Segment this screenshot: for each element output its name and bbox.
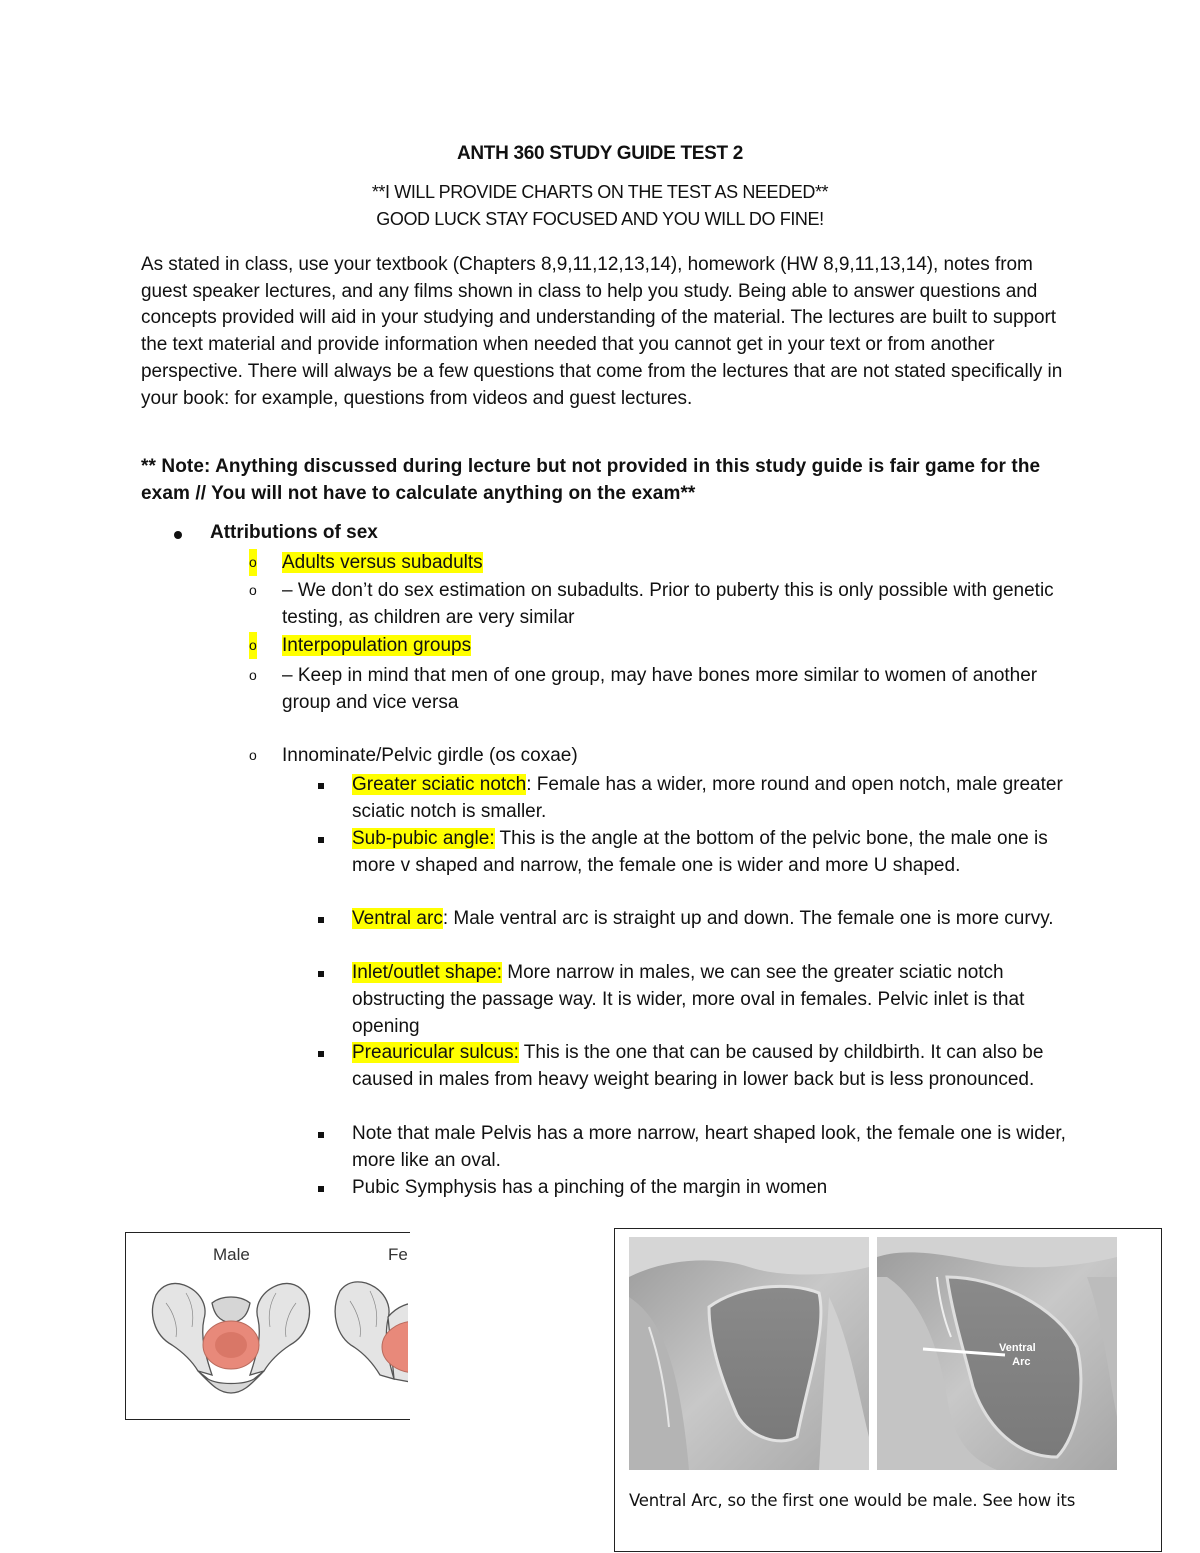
sub-item-male-pelvis-shape [352,1121,1072,1175]
list-item-subadult-note [249,577,1072,631]
bullet-icon [174,531,182,539]
square-bullet-icon [318,1186,324,1192]
pelvis-comparison-figure [125,1232,410,1420]
sub-item-greater-sciatic-notch [352,772,1072,826]
figure-crop-edge [408,1233,410,1419]
list-item-text: – We don’t do sex estimation on subadults. Prior to puberty this is only possible with genetic testing, as children are very similar [282,580,1054,628]
sub-item-text: Pubic Symphysis has a pinching of the margin in women [352,1177,828,1198]
list-item-text: Innominate/Pelvic girdle (os coxae) [282,745,578,766]
sub-item-term: Inlet/outlet shape: [352,962,502,983]
photo-label-line2: Arc [1012,1356,1031,1368]
list-item-text: Interpopulation groups [282,635,472,656]
sub-item-text: Note that male Pelvis has a more narrow, heart shaped look, the female one is wider, more like an oval. [352,1123,1066,1171]
circle-bullet-icon: o [249,747,257,763]
sub-item-text: : Female has a wider, more round and open notch, male greater sciatic notch is smaller. [352,774,1063,822]
square-bullet-icon [318,837,324,843]
intro-paragraph: As stated in class, use your textbook (Chapters 8,9,11,12,13,14), homework (HW 8,9,11,13,14), notes from guest speaker lectures, and any films shown in class to help you study. Being able to answer questions and concepts provided will aid in your studying and understanding of the material. The lectures are built to support the text material and provide information when needed that you cannot get in your text or from another perspective. There will always be a few questions that come from the lectures that are not stated specifically in your book: for example, questions from videos and guest lectures. [141,254,1063,409]
square-bullet-icon [318,917,324,923]
square-bullet-icon [318,1051,324,1057]
male-label: Male [213,1245,250,1264]
ventral-arc-photo-label [999,1341,1036,1369]
list-item-text: Adults versus subadults [282,552,483,573]
circle-bullet-icon: o [249,549,257,576]
list-item-adults-vs-subadults [249,549,1072,576]
subtitle-charts-note: **I WILL PROVIDE CHARTS ON THE TEST AS NEEDED** [371,182,829,202]
sub-item-term: Preauricular sulcus: [352,1042,519,1063]
sub-item-preauricular-sulcus [352,1040,1072,1094]
circle-bullet-icon: o [249,632,257,659]
sub-item-term: Greater sciatic notch [352,774,527,795]
circle-bullet-icon: o [249,667,257,683]
bone-photo-icon [629,1237,869,1470]
list-item-innominate [249,742,1072,769]
sub-item-sub-pubic-angle [352,826,1072,880]
outline-heading [210,522,378,544]
outline-heading-text: Attributions of sex [210,522,378,543]
sub-item-text: This is the one that can be caused by childbirth. It can also be caused in males from heavy weight bearing in lower back but is less pronounced. [352,1042,1044,1090]
square-bullet-icon [318,783,324,789]
subtitle-good-luck: GOOD LUCK STAY FOCUSED AND YOU WILL DO FINE! [376,209,824,229]
sub-item-term: Sub-pubic angle: [352,828,495,849]
sub-item-pubic-symphysis [352,1175,1072,1202]
figure-caption: Ventral Arc, so the first one would be male. See how its [629,1491,1076,1510]
pelvis-illustration-icon [126,1233,410,1419]
sub-item-text: More narrow in males, we can see the greater sciatic notch obstructing the passage way. It is wider, more oval in females. Pelvic inlet is that opening [352,962,1025,1037]
ventral-arc-figure [614,1228,1162,1552]
list-item-interpopulation [249,632,1072,659]
sub-item-text: : Male ventral arc is straight up and down. The female one is more curvy. [442,908,1054,929]
square-bullet-icon [318,971,324,977]
female-label-partial: Fe [388,1245,408,1264]
sub-item-inlet-outlet-shape [352,960,1072,1040]
sub-item-text: This is the angle at the bottom of the pelvic bone, the male one is more v shaped and narrow, the female one is wider and more U shaped. [352,828,1048,876]
female-pubis-photo [877,1237,1117,1470]
circle-bullet-icon: o [249,582,257,598]
photo-label-line1: Ventral [999,1342,1036,1354]
sub-item-ventral-arc [352,906,1072,933]
square-bullet-icon [318,1132,324,1138]
male-pubis-photo [629,1237,869,1470]
list-item-text: – Keep in mind that men of one group, may have bones more similar to women of another group and vice versa [282,665,1038,713]
list-item-interpopulation-note [249,662,1072,716]
exam-note: ** Note: Anything discussed during lecture but not provided in this study guide is fair game for the exam // You will not have to calculate anything on the exam** [141,456,1041,504]
document-title: ANTH 360 STUDY GUIDE TEST 2 [456,143,744,164]
sub-item-term: Ventral arc [352,908,443,929]
bone-photo-icon [877,1237,1117,1470]
